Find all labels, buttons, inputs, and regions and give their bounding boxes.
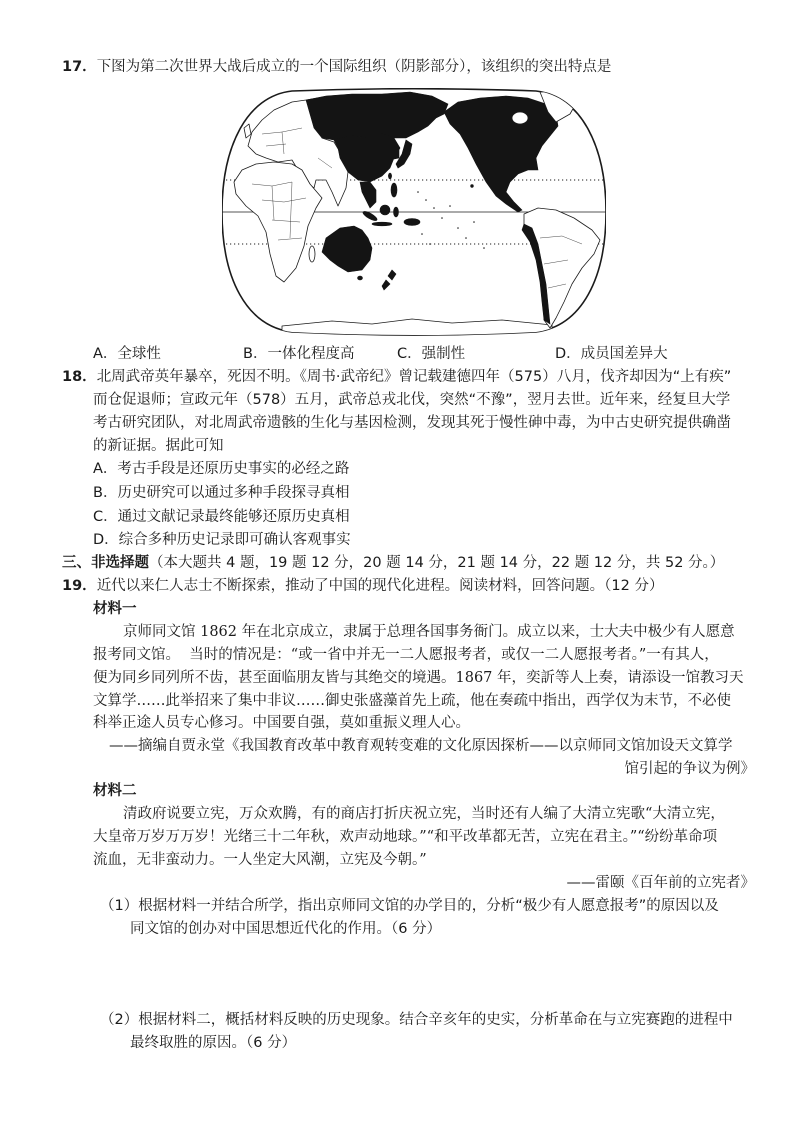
q18-number: 18． — [62, 369, 97, 385]
material1-source: ——摘编自贾永堂《我国教育改革中教育观转变难的文化原因探析——以京师同文馆加设天文算学 — [109, 738, 733, 754]
q19-sub1-line: （1）根据材料一并结合所学，指出京师同文馆的办学目的，分析“极少有人愿意报考”的原因以及 — [100, 898, 719, 914]
island-dot — [457, 227, 459, 229]
material1-line: 便为同乡同列所不齿，甚至面临朋友皆与其绝交的境遇。1867 年，奕訢等人上奏，请添设一馆教习天 — [93, 670, 744, 686]
q17-number: 17． — [62, 59, 97, 75]
island-dot — [429, 243, 431, 245]
q17-stem — [62, 57, 611, 77]
material1-line: 京师同文馆 1862 年在北京成立，隶属于总理各国事务衙门。成立以来，士大夫中极少有人愿意 — [123, 624, 735, 640]
q19-stem-text: 近代以来仁人志士不断探索，推动了中国的现代化进程。阅读材料，回答问题。（12 分） — [96, 578, 664, 594]
q18-stem-line — [62, 367, 731, 387]
island-dot — [483, 247, 485, 249]
q19-sub1-line: 同文馆的创办对中国思想近代化的作用。（6 分） — [130, 921, 442, 937]
member-region-taiwan — [388, 173, 391, 179]
island-dot — [441, 217, 443, 219]
q19-sub2-line: （2）根据材料二，概括材料反映的历史现象。结合辛亥年的史实，分析革命在与立宪赛跑的进程中 — [100, 1012, 733, 1028]
q17-option-a: A．全球性 — [93, 346, 161, 362]
q17-option-c: C．强制性 — [397, 346, 466, 362]
q18-option-c: C．通过文献记录最终能够还原历史真相 — [93, 509, 350, 525]
q18-option-a: A．考古手段是还原历史事实的必经之路 — [93, 461, 350, 477]
island-dot — [473, 221, 475, 223]
world-map — [222, 88, 606, 336]
material1-line: 报考同文馆。 当时的情况是：“或一省中并无一二人愿报考者，或仅一二人愿报考者。”一有其人， — [93, 647, 719, 663]
material2-line: 清政府说要立宪，万众欢腾，有的商店打折庆祝立宪，当时还有人编了大清立宪歌“大清立宪， — [123, 806, 725, 822]
island-dot — [465, 237, 467, 239]
q18-stem-line: 考古研究团队，对北周武帝遗骸的生化与基因检测，发现其死于慢性砷中毒，为中古史研究提供确凿 — [93, 415, 731, 431]
member-region-hawaii — [471, 185, 474, 188]
island-madagascar — [309, 246, 315, 262]
section-note: （本大题共 4 题，19 题 12 分，20 题 14 分，21 题 14 分，22 题 12 分，共 52 分。） — [149, 555, 725, 571]
island-dot — [417, 191, 419, 193]
member-region-borneo — [380, 205, 390, 215]
hudson-bay — [512, 112, 528, 124]
q17-stem-text: 下图为第二次世界大战后成立的一个国际组织（阴影部分），该组织的突出特点是 — [96, 59, 612, 75]
q19-sub2-line: 最终取胜的原因。（6 分） — [130, 1035, 297, 1051]
material2-heading: 材料二 — [93, 783, 137, 799]
q19-stem — [62, 576, 664, 596]
section-heading — [62, 553, 724, 573]
material2-line: 流血，无非蛮动力。一人坐定大风潮，立宪及今朝。” — [93, 852, 427, 868]
material1-line: 科举正途人员专心修习。中国要自强，莫如重振义理人心。 — [93, 715, 470, 731]
material1-heading: 材料一 — [93, 601, 137, 617]
q18-option-b: B．历史研究可以通过多种手段探寻真相 — [93, 485, 350, 501]
q17-option-d: D．成员国差异大 — [555, 346, 668, 362]
member-region-philippines — [391, 183, 397, 197]
member-region-papua-new-guinea — [404, 219, 420, 226]
island-dot — [433, 207, 435, 209]
material1-source: 馆引起的争议为例》 — [624, 761, 755, 777]
q18-stem-line: 的新证据。据此可知 — [93, 438, 224, 454]
material2-line: 大皇帝万岁万万岁！光绪三十二年秋，欢声动地球。”“和平改革都无苦，立宪在君主。”“纷纷革命项 — [93, 829, 718, 845]
q18-stem-line: 而仓促退师；宣政元年（578）五月，武帝总戎北伐，突然“不豫”，翌月去世。近年来，经复旦大学 — [93, 392, 731, 408]
island-dot — [421, 233, 423, 235]
q17-option-b: B．一体化程度高 — [243, 346, 355, 362]
q18-stem-text: 北周武帝英年暴卒，死因不明。《周书·武帝纪》曾记载建德四年（575）八月，伐齐却因为“上有疾” — [96, 369, 732, 385]
island-dot — [449, 205, 451, 207]
q18-option-d: D．综合多种历史记录即可确认客观事实 — [93, 532, 351, 548]
island-dot — [425, 199, 427, 201]
member-region-sulawesi — [394, 207, 399, 217]
section-title: 三、非选择题 — [62, 555, 149, 571]
member-region-tasmania — [358, 276, 363, 280]
material1-line: 文算学……此举招来了集中非议……御史张盛藻首先上疏，他在奏疏中指出，西学仅为末节，不必使 — [93, 693, 731, 709]
member-region-java — [372, 222, 392, 226]
q19-number: 19． — [62, 578, 97, 594]
material2-source: ——雷颐《百年前的立宪者》 — [566, 875, 755, 891]
